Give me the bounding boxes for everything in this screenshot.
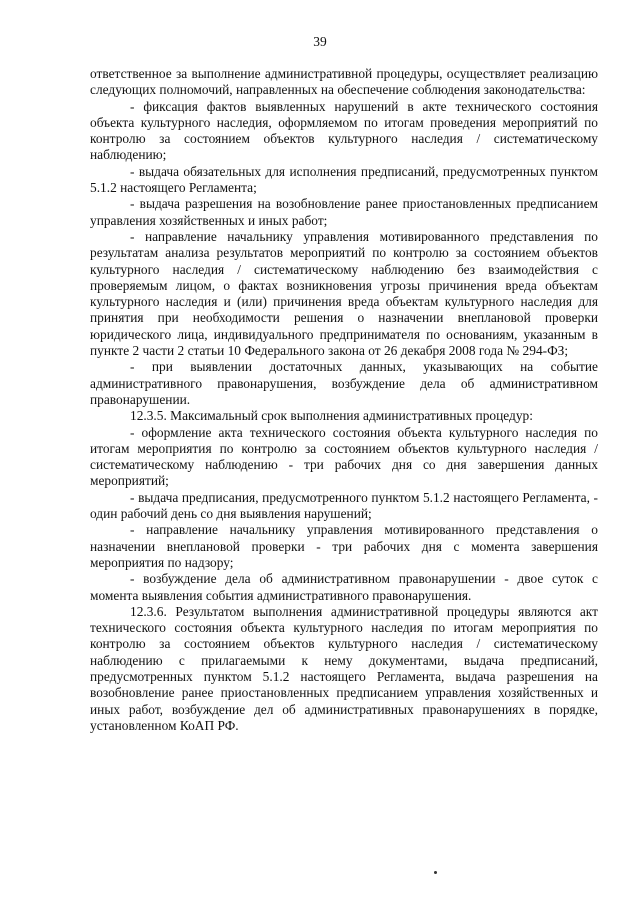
scan-dot-mark — [434, 871, 437, 874]
paragraph-intro: ответственное за выполнение административной процедуры, осуществляет реализацию следующих полномочий, направленных на обеспечение соблюдения законодательства: — [90, 66, 598, 98]
paragraph-permission: - выдача разрешения на возобновление ранее приостановленных предписанием управления хозяйственных и иных работ; — [90, 196, 598, 228]
paragraph-prescriptions: - выдача обязательных для исполнения предписаний, предусмотренных пунктом 5.1.2 настоящего Регламента; — [90, 163, 598, 196]
paragraph-fixation: - фиксация фактов выявленных нарушений в акте технического состояния объекта культурного наследия, оформляемом по итогам проведения мероприятий по контролю за состоянием объектов культурного наследия / систематическому наблюдению; — [90, 98, 598, 163]
page-number: 39 — [313, 34, 327, 49]
document-body — [90, 66, 598, 734]
paragraph-representation: - направление начальнику управления мотивированного представления по результатам анализа результатов мероприятий по контролю за состоянием объектов культурного наследия / систематическому наблюдению без взаимодействия с проверяемым лицом, о фактах возникновения угрозы причинения вреда объектам культурного наследия и (или) причинения вреда объектам культурного наследия для принятия при необходимости решения о назначении внеплановой проверки юридического лица, индивидуального предпринимателя по основаниям, указанным в пункте 2 части 2 статьи 10 Федерального закона от 26 декабря 2008 года № 294-ФЗ; — [90, 228, 598, 359]
paragraph-12-3-6-result: 12.3.6. Результатом выполнения административной процедуры являются акт технического состояния объекта культурного наследия по итогам мероприятия по контролю за состоянием объектов культурного наследия / систематическому наблюдению с прилагаемыми к нему документами, выдача предписаний, предусмотренных пунктом 5.1.2 настоящего Регламента, выдача разрешения на возобновление ранее приостановленных предписанием управления хозяйственных и иных работ, возбуждение дел об административных правонарушениях в порядке, установленном КоАП РФ. — [90, 603, 598, 733]
paragraph-act-deadline: - оформление акта технического состояния объекта культурного наследия по итогам мероприятия по контролю за состоянием объектов культурного наследия / систематическому наблюдению - три рабочих дня со дня завершения данных мероприятий; — [90, 424, 598, 489]
paragraph-violation-case: - при выявлении достаточных данных, указывающих на событие административного правонарушения, возбуждение дела об административном правонарушении. — [90, 359, 598, 407]
paragraph-case-deadline: - возбуждение дела об административном правонарушении - двое суток с момента выявления события административного правонарушения. — [90, 571, 598, 603]
paragraph-representation-deadline: - направление начальнику управления мотивированного представления о назначении внеплановой проверки - три рабочих дня с момента завершения мероприятия по надзору; — [90, 522, 598, 570]
paragraph-12-3-5-heading: 12.3.5. Максимальный срок выполнения административных процедур: — [130, 408, 533, 424]
paragraph-prescription-deadline: - выдача предписания, предусмотренного пунктом 5.1.2 настоящего Регламента, - один рабочий день со дня выявления нарушений; — [90, 489, 598, 522]
